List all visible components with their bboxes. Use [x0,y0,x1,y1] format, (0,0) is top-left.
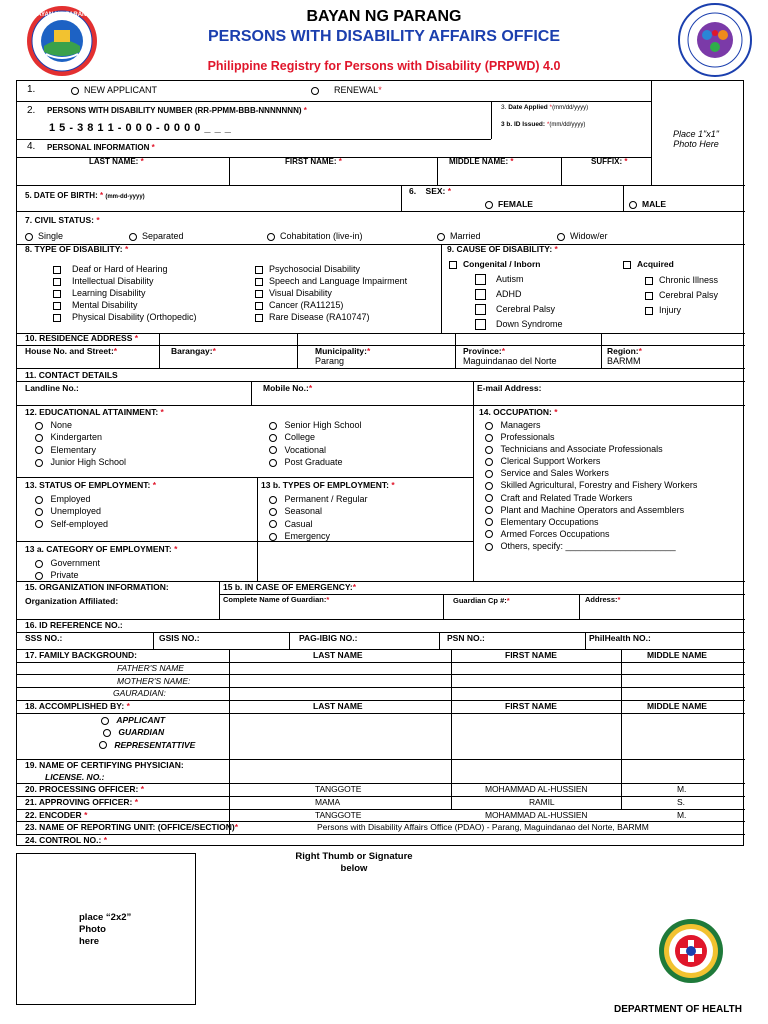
congenital-items [475,272,563,332]
occupation-option[interactable]: Skilled Agricultural, Forestry and Fishery Workers [485,479,697,491]
guardian-name-row-label: GAURADIAN: [113,688,166,698]
middle-name-label: MIDDLE NAME: * [449,157,514,166]
municipality-label: Municipality:* [315,346,371,356]
approving-officer-first: RAMIL [529,797,555,807]
family-first-header: FIRST NAME [505,650,557,660]
disability-type-label: 8. TYPE OF DISABILITY: * [25,244,129,254]
family-last-header: LAST NAME [313,650,363,660]
cause-option[interactable]: Autism [475,272,563,287]
id-issued-label: 3 b. ID Issued: *(mm/dd/yyyy) [501,121,586,128]
row2-number: 2. [27,105,36,116]
female-option[interactable]: FEMALE [485,199,533,209]
disability-option[interactable]: Visual Disability [255,287,407,299]
photo-1x1-placeholder: Place 1"x1" Photo Here [673,129,719,149]
row1-number: 1. [27,84,36,95]
employment-type-option[interactable]: Casual [269,518,368,530]
occupation-option[interactable]: Managers [485,419,697,431]
employment-type-option[interactable]: Emergency [269,530,368,542]
accomplished-by-label: 18. ACCOMPLISHED BY: * [25,701,130,711]
disability-type-col1 [53,263,197,323]
civil-widow-radio[interactable] [557,233,565,241]
cause-option[interactable]: Injury [645,303,718,318]
employment-category-list [35,557,100,582]
family-middle-header: MIDDLE NAME [647,650,707,660]
acquired-items [645,273,718,318]
occupation-list [485,419,697,552]
civil-widow-option[interactable]: Widow/er [557,231,608,241]
disability-option[interactable]: Rare Disease (RA10747) [255,311,407,323]
accomplished-by-options [101,714,195,751]
new-applicant-radio[interactable] [71,87,79,95]
office-title: PERSONS WITH DISABILITY AFFAIRS OFFICE [207,28,560,45]
pdao-seal-logo [674,2,756,78]
encoder-last: TANGGOTE [315,810,362,820]
barangay-label: Barangay:* [171,346,216,356]
disability-option[interactable]: Psychosocial Disability [255,263,407,275]
approving-officer-label: 21. APPROVING OFFICER: * [25,797,139,807]
photo-2x2-placeholder: place “2x2” Photo here [79,912,132,947]
department-of-health-label: DEPARTMENT OF HEALTH [614,1004,742,1015]
employment-category-option[interactable]: Government [35,557,100,569]
processing-officer-last: TANGGOTE [315,784,362,794]
cause-option[interactable]: Cerebral Palsy [645,288,718,303]
employment-type-option[interactable]: Permanent / Regular [269,493,368,505]
female-radio[interactable] [485,201,493,209]
processing-officer-label: 20. PROCESSING OFFICER: * [25,784,145,794]
pwd-number-value[interactable]: 1 5 - 3 8 1 1 - 0 0 0 - 0 0 0 0 _ _ _ [49,122,232,134]
doh-seal-logo [658,918,724,984]
disability-option[interactable]: Learning Disability [53,287,197,299]
province-label: Province:* [463,346,506,356]
employment-type-list [269,493,368,542]
disability-option[interactable]: Speech and Language Impairment [255,275,407,287]
education-col2 [269,419,362,468]
education-option[interactable]: Elementary [35,444,126,456]
employment-status-list [35,493,108,530]
suffix-label: SUFFIX: * [591,157,628,166]
civil-single-option[interactable]: Single [25,231,63,241]
disability-type-col2 [255,263,407,323]
parang-seal-logo [18,4,106,78]
accomplished-option[interactable]: APPLICANT [101,714,195,726]
house-street-label: House No. and Street:* [25,346,118,356]
id-reference-label: 16. ID REFERENCE NO.: [25,620,123,630]
civil-single-radio[interactable] [25,233,33,241]
guardian-name-label: Complete Name of Guardian:* [223,595,330,604]
new-applicant-option[interactable]: NEW APPLICANT [71,85,157,95]
civil-separated-option[interactable]: Separated [129,231,184,241]
signature-label: Right Thumb or Signature below [295,851,413,874]
occupation-option[interactable]: Professionals [485,431,697,443]
accomplished-last-header: LAST NAME [313,701,363,711]
occupation-option[interactable]: Elementary Occupations [485,516,697,528]
registry-title: Philippine Registry for Persons with Disability (PRPWD) 4.0 [207,59,561,73]
occupation-option[interactable]: Plant and Machine Operators and Assemblers [485,504,697,516]
sss-label: SSS NO.: [25,633,63,643]
occupation-option[interactable]: Others, specify: ______________________ [485,540,697,552]
processing-officer-first: MOHAMMAD AL-HUSSIEN [485,784,588,794]
education-label: 12. EDUCATIONAL ATTAINMENT: * [25,407,164,417]
guardian-address-label: Address:* [585,595,621,604]
accomplished-option[interactable]: GUARDIAN [103,726,195,738]
disability-option[interactable]: Intellectual Disability [53,275,197,287]
gsis-label: GSIS NO.: [159,633,200,643]
employment-status-option[interactable]: Self-employed [35,518,108,530]
education-option[interactable]: College [269,431,362,443]
personal-info-label: PERSONAL INFORMATION * [47,143,155,152]
date-applied-label: 3. Date Applied *(mm/dd/yyyy) [501,104,589,111]
father-name-label: FATHER'S NAME [117,663,184,673]
encoder-first: MOHAMMAD AL-HUSSIEN [485,810,588,820]
registration-form [16,80,744,846]
mobile-label: Mobile No.:* [263,383,313,393]
first-name-label: FIRST NAME: * [285,157,342,166]
occupation-option[interactable]: Clerical Support Workers [485,455,697,467]
last-name-label: LAST NAME: * [89,157,144,166]
encoder-label: 22. ENCODER * [25,810,88,820]
employment-category-option[interactable]: Private [35,569,100,581]
disability-option[interactable]: Deaf or Hard of Hearing [53,263,197,275]
cause-option[interactable]: Down Syndrome [475,317,563,332]
region-label: Region:* [607,346,642,356]
occupation-option[interactable]: Service and Sales Workers [485,467,697,479]
mother-name-label: MOTHER'S NAME: [117,676,191,686]
reporting-unit-value: Persons with Disability Affairs Office (PDAO) - Parang, Maguindanao del Norte, BARMM [317,822,649,832]
encoder-middle: M. [677,810,687,820]
approving-officer-last: MAMA [315,797,341,807]
family-background-label: 17. FAMILY BACKGROUND: [25,650,137,660]
approving-officer-middle: S. [677,797,685,807]
license-label: LICENSE. NO.: [45,772,105,782]
municipality-title: BAYAN NG PARANG [306,8,462,25]
education-option[interactable]: None [35,419,126,431]
employment-status-option[interactable]: Unemployed [35,505,108,517]
employment-type-option[interactable]: Seasonal [269,505,368,517]
occupation-option[interactable]: Armed Forces Occupations [485,528,697,540]
accomplished-option[interactable]: REPRESENTATTIVE [99,739,195,751]
processing-officer-middle: M. [677,784,687,794]
civil-cohabitation-option[interactable]: Cohabitation (live-in) [267,231,363,241]
philhealth-label: PhilHealth NO.: [589,633,651,643]
municipality-value: Parang [315,356,345,366]
svg-text:BAYAN NG PARANG: BAYAN NG PARANG [32,12,92,18]
photo-2x2-box [16,853,196,1005]
physician-label: 19. NAME OF CERTIFYING PHYSICIAN: [25,760,184,770]
province-value: Maguindanao del Norte [463,356,557,366]
reporting-unit-label: 23. NAME OF REPORTING UNIT: (OFFICE/SECTION)* [25,822,238,832]
occupation-option[interactable]: Technicians and Associate Professionals [485,443,697,455]
congenital-option[interactable]: Congenital / Inborn [449,259,540,269]
contact-details-label: 11. CONTACT DETAILS [25,370,118,380]
education-option[interactable]: Senior High School [269,419,362,431]
education-option[interactable]: Junior High School [35,456,126,468]
employment-category-label: 13 a. CATEGORY OF EMPLOYMENT: * [25,544,178,554]
disability-option[interactable]: Mental Disability [53,299,197,311]
civil-cohabitation-radio[interactable] [267,233,275,241]
accomplished-first-header: FIRST NAME [505,701,557,711]
renewal-radio[interactable] [311,87,319,95]
employment-status-option[interactable]: Employed [35,493,108,505]
acquired-option[interactable]: Acquired [623,259,674,269]
male-option[interactable]: MALE [629,199,666,209]
education-option[interactable]: Kindergarten [35,431,126,443]
occupation-label: 14. OCCUPATION: * [479,407,558,417]
pwd-number-label: PERSONS WITH DISABILITY NUMBER (RR-PPMM-BBB-NNNNNNN) * [47,106,307,115]
civil-married-option[interactable]: Married [437,231,481,241]
education-col1 [35,419,126,468]
disability-option[interactable]: Physical Disability (Orthopedic) [53,311,197,323]
male-radio[interactable] [629,201,637,209]
emergency-label: 15 b. IN CASE OF EMERGENCY:* [223,582,357,592]
date-of-birth-label: 5. DATE OF BIRTH: * (mm-dd-yyyy) [25,191,145,200]
organization-label: 15. ORGANIZATION INFORMATION: [25,582,169,592]
cause-option[interactable]: Cerebral Palsy [475,302,563,317]
sex-label: 6. SEX: * [409,186,452,196]
landline-label: Landline No.: [25,383,79,393]
civil-married-radio[interactable] [437,233,445,241]
organization-affiliated-label: Organization Affiliated: [25,596,119,606]
email-label: E-mail Address: [477,383,542,393]
cause-option[interactable]: Chronic Illness [645,273,718,288]
control-number-label: 24. CONTROL NO.: * [25,835,108,845]
renewal-option[interactable]: RENEWAL* [311,85,382,95]
residence-label: 10. RESIDENCE ADDRESS * [25,333,139,343]
education-option[interactable]: Post Graduate [269,456,362,468]
guardian-cp-label: Guardian Cp #:* [453,596,510,605]
psn-label: PSN NO.: [447,633,485,643]
cause-option[interactable]: ADHD [475,287,563,302]
disability-option[interactable]: Cancer (RA11215) [255,299,407,311]
accomplished-middle-header: MIDDLE NAME [647,701,707,711]
employment-status-label: 13. STATUS OF EMPLOYMENT: * [25,480,156,490]
row4-number: 4. [27,141,36,152]
employment-type-label: 13 b. TYPES OF EMPLOYMENT: * [261,480,395,490]
education-option[interactable]: Vocational [269,444,362,456]
pagibig-label: PAG-IBIG NO.: [299,633,358,643]
region-value: BARMM [607,356,641,366]
civil-status-label: 7. CIVIL STATUS: * [25,215,100,225]
cause-of-disability-label: 9. CAUSE OF DISABILITY: * [447,244,558,254]
civil-separated-radio[interactable] [129,233,137,241]
occupation-option[interactable]: Craft and Related Trade Workers [485,492,697,504]
